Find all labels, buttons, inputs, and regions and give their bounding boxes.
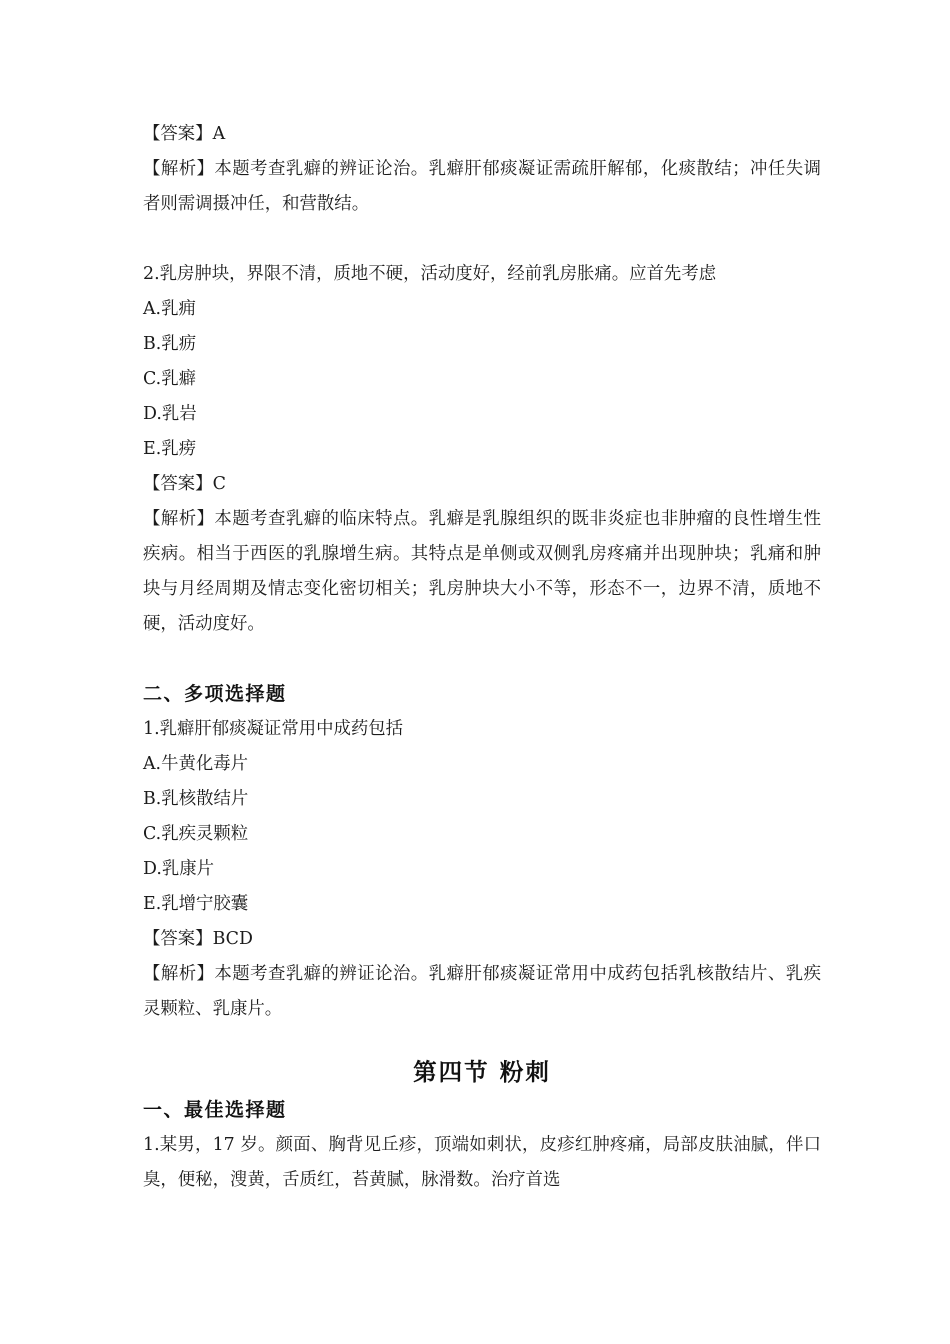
question-2-option-d: D.乳岩 — [143, 404, 197, 424]
multi-question-1-option-b: B.乳核散结片 — [143, 789, 249, 809]
best-choice-section-heading: 一、最佳选择题 — [143, 1099, 287, 1121]
blank-line — [143, 222, 821, 257]
best-question-1-stem: 1.某男，17 岁。颜面、胸背见丘疹，顶端如刺状，皮疹红肿疼痛，局部皮肤油腻，伴口臭，便秘，溲黄，舌质红，苔黄腻，脉滑数。治疗首选 — [143, 1135, 821, 1190]
question-2-answer-line: 【答案】C — [143, 474, 226, 494]
section-4-heading: 第四节 粉刺 — [413, 1058, 551, 1086]
q1-analysis-paragraph: 【解析】本题考查乳癖的辨证论治。乳癖肝郁痰凝证需疏肝解郁，化痰散结；冲任失调者则需调摄冲任，和营散结。 — [143, 159, 821, 214]
question-2-option-c: C.乳癖 — [143, 369, 196, 389]
multi-question-1-option-e: E.乳增宁胶囊 — [143, 894, 249, 914]
multi-question-1-stem: 1.乳癖肝郁痰凝证常用中成药包括 — [143, 719, 404, 739]
question-2-option-b: B.乳疬 — [143, 334, 197, 354]
q1-answer-line: 【答案】A — [143, 124, 226, 144]
multi-question-1-option-c: C.乳疾灵颗粒 — [143, 824, 249, 844]
multi-choice-section-heading: 二、多项选择题 — [143, 683, 287, 705]
question-2-option-a: A.乳痈 — [143, 299, 196, 319]
multi-question-1-option-a: A.牛黄化毒片 — [143, 754, 249, 774]
question-2-stem: 2.乳房肿块，界限不清，质地不硬，活动度好，经前乳房胀痛。应首先考虑 — [143, 264, 717, 284]
multi-question-1-answer-line: 【答案】BCD — [143, 929, 253, 949]
question-2-analysis-paragraph: 【解析】本题考查乳癖的临床特点。乳癖是乳腺组织的既非炎症也非肿瘤的良性增生性疾病。相当于西医的乳腺增生病。其特点是单侧或双侧乳房疼痛并出现肿块；乳痛和肿块与月经周期及情志变化密切相关；乳房肿块大小不等，形态不一，边界不清，质地不硬，活动度好。 — [143, 509, 821, 634]
multi-question-1-analysis-paragraph: 【解析】本题考查乳癖的辨证论治。乳癖肝郁痰凝证常用中成药包括乳核散结片、乳疾灵颗粒、乳康片。 — [143, 964, 821, 1019]
multi-question-1-option-d: D.乳康片 — [143, 859, 215, 879]
blank-line — [143, 642, 821, 677]
question-2-option-e: E.乳痨 — [143, 439, 197, 459]
